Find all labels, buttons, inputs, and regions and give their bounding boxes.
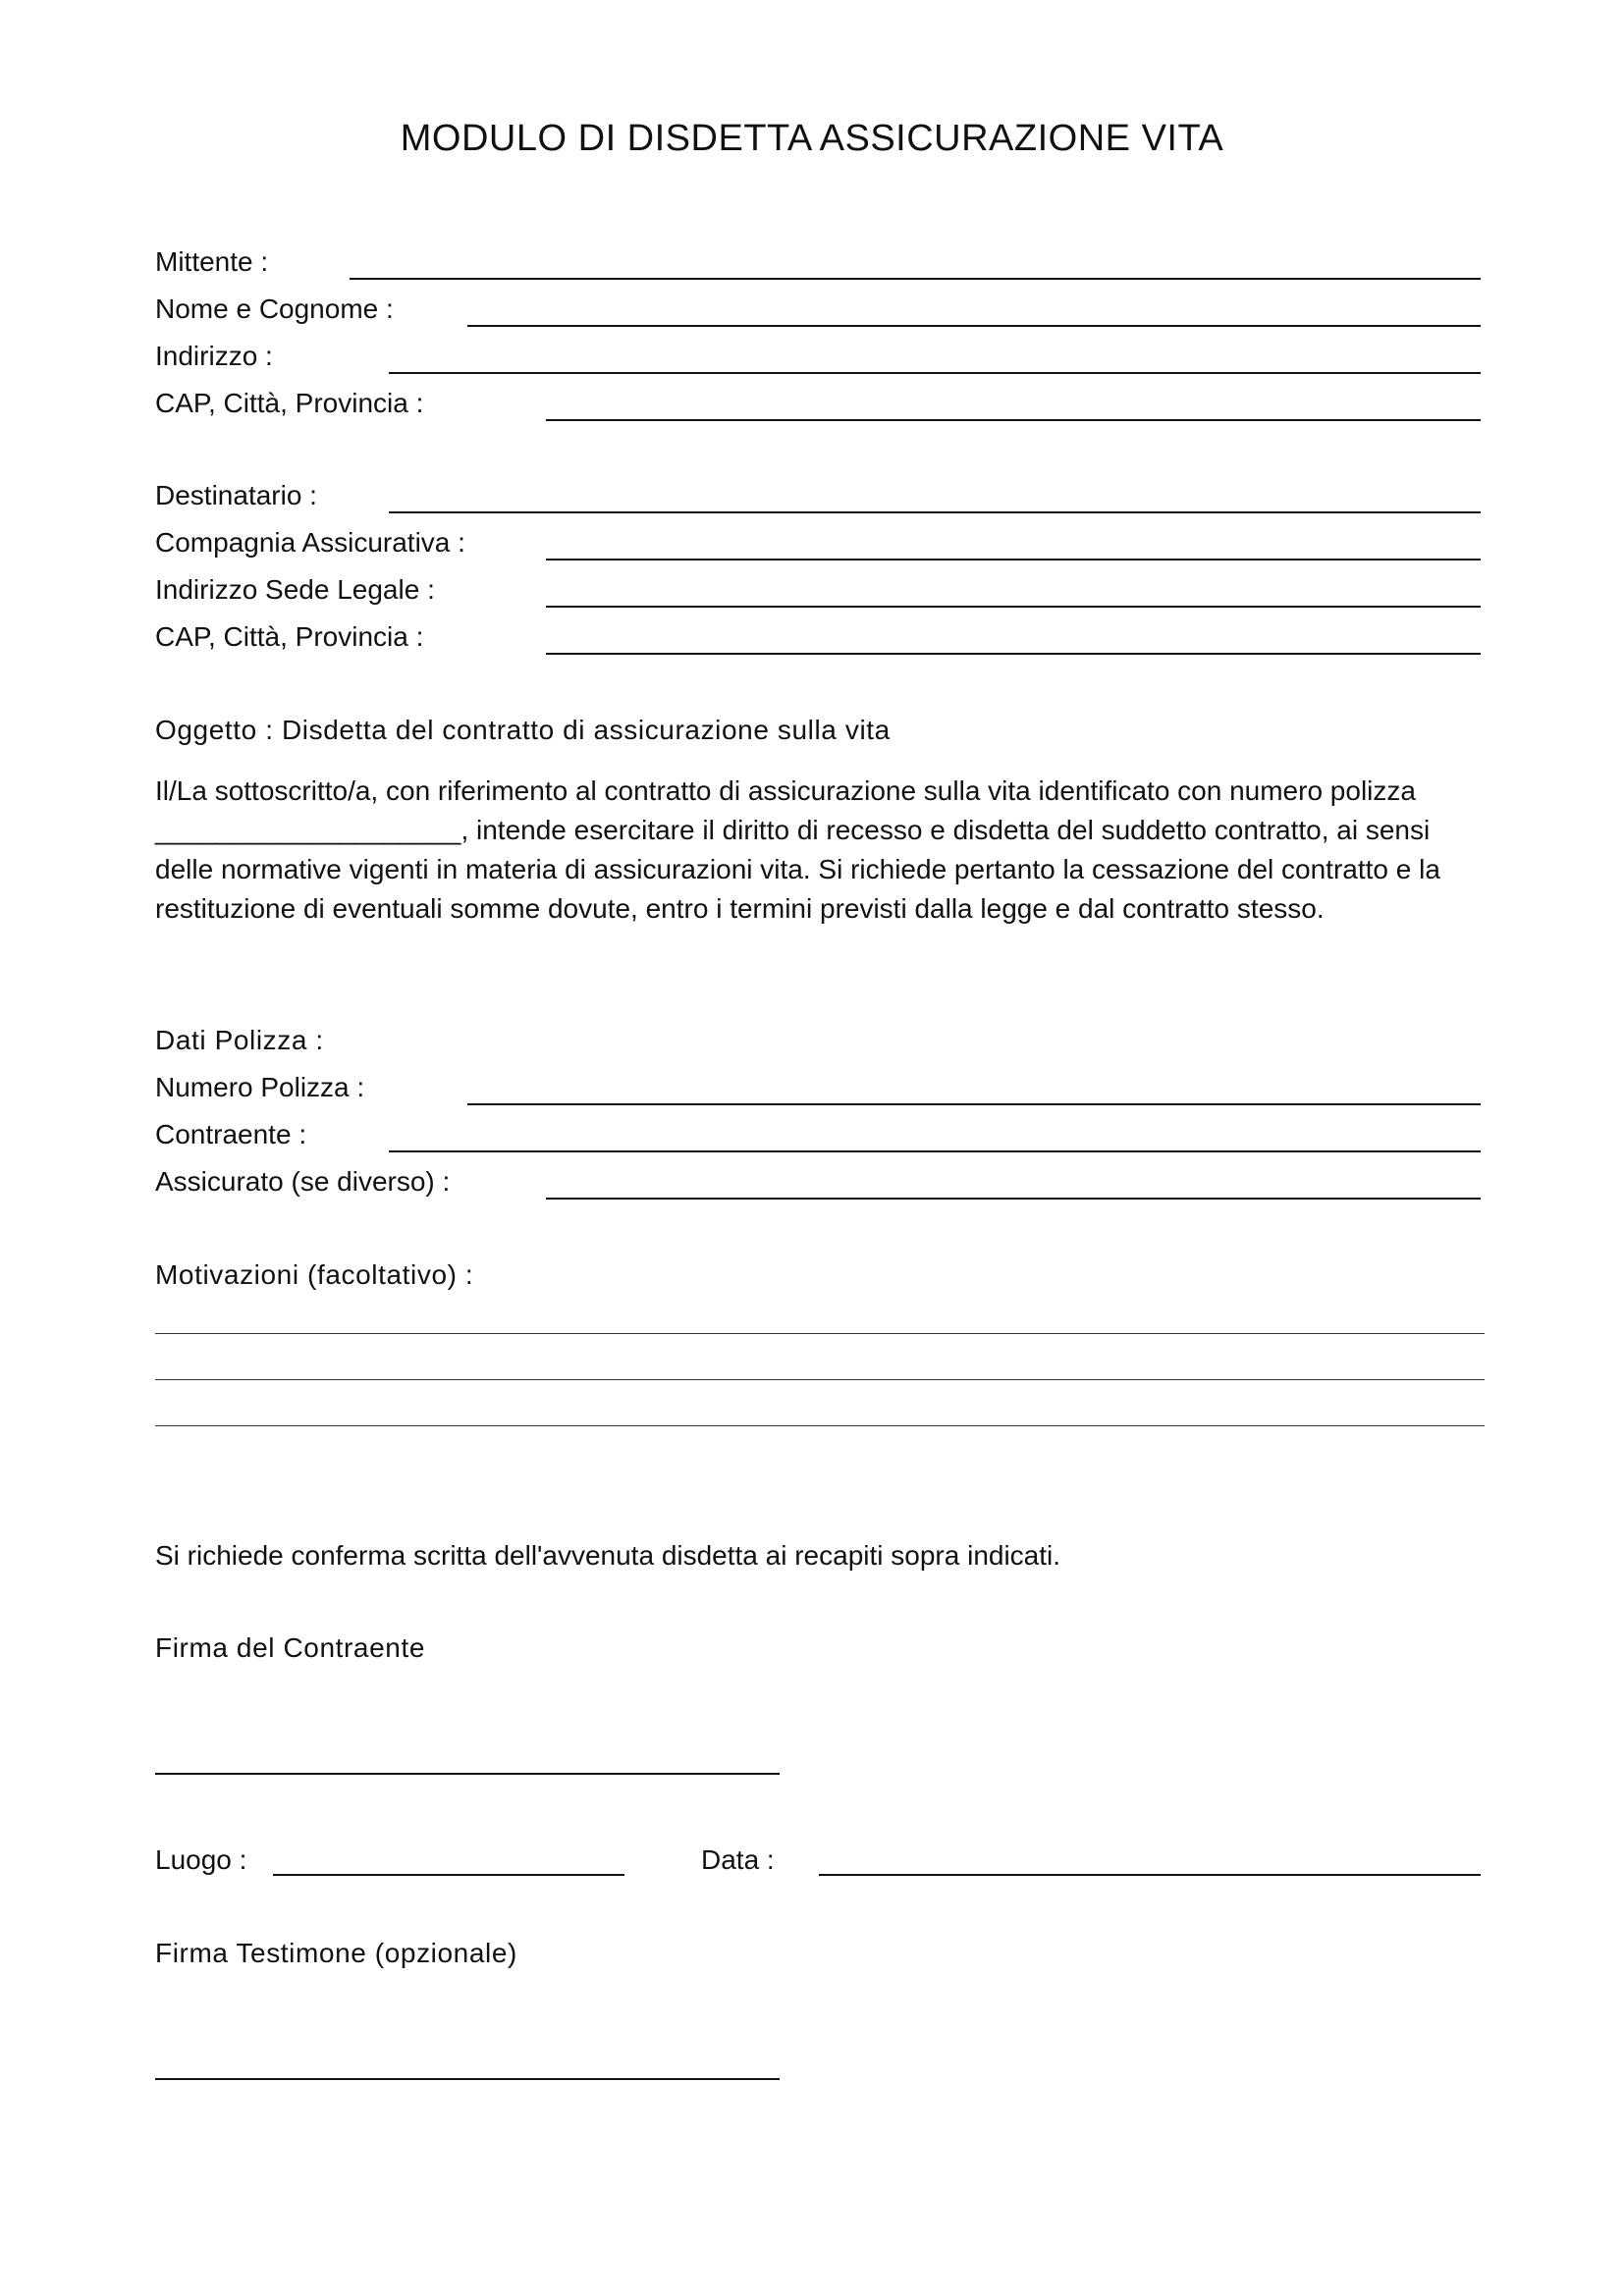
confirmation-text: Si richiede conferma scritta dell'avvenuta disdetta ai recapiti sopra indicati. (155, 1540, 1061, 1571)
motivazioni-label: Motivazioni (facoltativo) : (155, 1259, 474, 1290)
data-field[interactable] (819, 1874, 1481, 1876)
contraente-label: Contraente : (155, 1119, 307, 1149)
contraente-field[interactable] (389, 1150, 1481, 1152)
body-line: delle normative vigenti in materia di assicurazioni vita. Si richiede pertanto la cessazione del contratto e la (155, 854, 1440, 884)
mittente-label: Mittente : (155, 246, 269, 277)
body-line: restituzione di eventuali somme dovute, entro i termini previsti dalla legge e dal contratto stesso. (155, 893, 1325, 924)
mittente-field[interactable] (350, 278, 1481, 280)
sede-legale-field[interactable] (546, 606, 1481, 608)
assicurato-field[interactable] (546, 1198, 1481, 1200)
body-paragraph (155, 772, 1471, 929)
indirizzo-label: Indirizzo : (155, 341, 273, 371)
luogo-label: Luogo : (155, 1844, 247, 1875)
numero-polizza-label: Numero Polizza : (155, 1072, 365, 1102)
numero-polizza-field[interactable] (467, 1103, 1481, 1105)
firma-contraente-field[interactable] (155, 1773, 780, 1775)
policy-heading: Dati Polizza : (155, 1025, 324, 1055)
indirizzo-field[interactable] (389, 372, 1481, 374)
subject-line: Oggetto : Disdetta del contratto di assicurazione sulla vita (155, 715, 891, 745)
sender-cap-field[interactable] (546, 419, 1481, 421)
sede-legale-label: Indirizzo Sede Legale : (155, 574, 435, 605)
compagnia-field[interactable] (546, 559, 1481, 561)
recipient-cap-label: CAP, Città, Provincia : (155, 621, 424, 652)
recipient-cap-field[interactable] (546, 653, 1481, 655)
body-line: ____________________, intende esercitare il diritto di recesso e disdetta del suddetto contratto, ai sensi (155, 815, 1431, 845)
data-label: Data : (701, 1844, 775, 1875)
firma-contraente-label: Firma del Contraente (155, 1632, 426, 1663)
assicurato-label: Assicurato (se diverso) : (155, 1166, 451, 1197)
motivazioni-line-3[interactable] (155, 1425, 1485, 1426)
compagnia-label: Compagnia Assicurativa : (155, 527, 465, 558)
destinatario-field[interactable] (389, 511, 1481, 513)
document-title: MODULO DI DISDETTA ASSICURAZIONE VITA (400, 118, 1224, 159)
firma-testimone-field[interactable] (155, 2078, 780, 2080)
luogo-field[interactable] (273, 1874, 624, 1876)
motivazioni-line-2[interactable] (155, 1379, 1485, 1380)
firma-testimone-label: Firma Testimone (opzionale) (155, 1938, 517, 1968)
sender-cap-label: CAP, Città, Provincia : (155, 388, 424, 418)
destinatario-label: Destinatario : (155, 480, 317, 510)
nome-cognome-label: Nome e Cognome : (155, 294, 394, 324)
motivazioni-line-1[interactable] (155, 1333, 1485, 1334)
nome-cognome-field[interactable] (467, 325, 1481, 327)
body-line: Il/La sottoscritto/a, con riferimento al contratto di assicurazione sulla vita identificato con numero polizza (155, 775, 1416, 806)
